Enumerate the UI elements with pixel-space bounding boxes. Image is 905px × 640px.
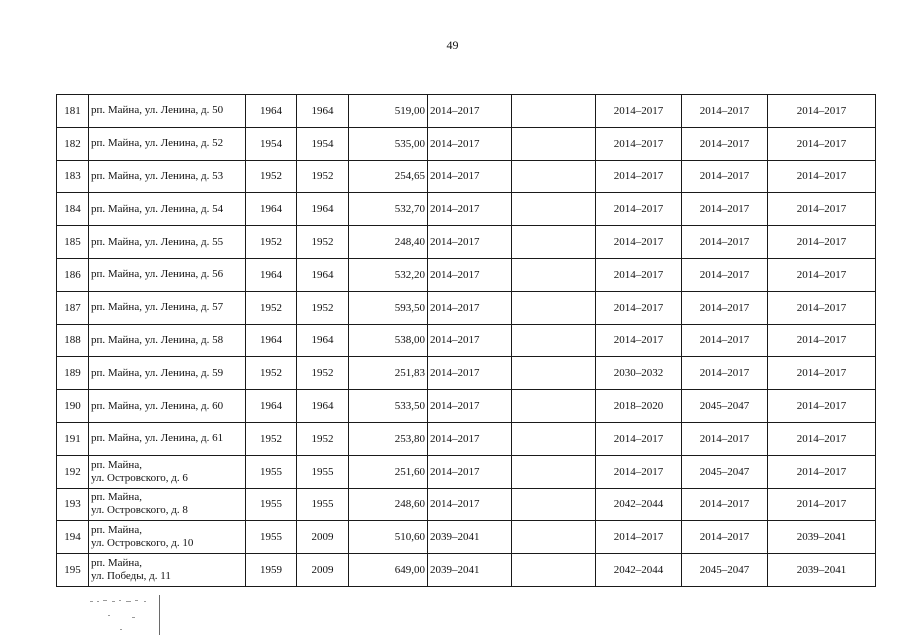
address-cell (89, 226, 246, 259)
period-cell: 2014–2017 (682, 258, 768, 291)
year-cell: 1952 (297, 226, 349, 259)
address-line: рп. Майна, ул. Ленина, д. 57 (91, 301, 224, 314)
period-cell: 2014–2017 (682, 488, 768, 521)
period-cell: 2014–2017 (428, 390, 512, 423)
period-cell: 2014–2017 (768, 193, 876, 226)
year-cell: 1964 (297, 324, 349, 357)
year-cell: 1952 (297, 160, 349, 193)
period-cell: 2014–2017 (428, 291, 512, 324)
period-cell: 2014–2017 (596, 291, 682, 324)
page-number: 49 (446, 38, 459, 52)
period-cell: 2014–2017 (428, 488, 512, 521)
period-cell: 2014–2017 (682, 160, 768, 193)
year-cell: 1955 (297, 455, 349, 488)
period-cell: 2014–2017 (768, 291, 876, 324)
table-row (57, 160, 876, 193)
period-cell: 2045–2047 (682, 554, 768, 587)
period-cell: 2014–2017 (682, 422, 768, 455)
area-cell: 532,20 (349, 258, 428, 291)
scan-artifact (88, 595, 168, 635)
row-number-cell: 187 (57, 291, 89, 324)
period-cell: 2014–2017 (768, 95, 876, 128)
year-built-cell: 1952 (246, 226, 297, 259)
empty-cell (512, 127, 596, 160)
empty-cell (512, 258, 596, 291)
period-cell: 2014–2017 (768, 127, 876, 160)
empty-cell (512, 488, 596, 521)
period-cell: 2014–2017 (596, 521, 682, 554)
area-cell: 519,00 (349, 95, 428, 128)
period-cell: 2014–2017 (682, 127, 768, 160)
address-cell (89, 95, 246, 128)
empty-cell (512, 226, 596, 259)
address-line: рп. Майна, (91, 491, 142, 504)
year-cell: 1955 (297, 488, 349, 521)
address-cell (89, 488, 246, 521)
address-cell (89, 357, 246, 390)
year-built-cell: 1964 (246, 95, 297, 128)
area-cell: 532,70 (349, 193, 428, 226)
period-cell: 2014–2017 (768, 357, 876, 390)
period-cell: 2045–2047 (682, 455, 768, 488)
period-cell: 2042–2044 (596, 554, 682, 587)
address-cell (89, 291, 246, 324)
address-cell (89, 324, 246, 357)
year-cell: 1964 (297, 95, 349, 128)
address-line: ул. Островского, д. 6 (91, 471, 188, 484)
empty-cell (512, 455, 596, 488)
area-cell: 251,83 (349, 357, 428, 390)
area-cell: 251,60 (349, 455, 428, 488)
year-built-cell: 1955 (246, 488, 297, 521)
year-built-cell: 1952 (246, 160, 297, 193)
period-cell: 2014–2017 (428, 160, 512, 193)
year-cell: 1952 (297, 357, 349, 390)
period-cell: 2014–2017 (768, 455, 876, 488)
period-cell: 2045–2047 (682, 390, 768, 423)
empty-cell (512, 291, 596, 324)
period-cell: 2014–2017 (428, 226, 512, 259)
address-cell (89, 455, 246, 488)
period-cell: 2014–2017 (768, 160, 876, 193)
period-cell: 2014–2017 (768, 488, 876, 521)
year-built-cell: 1952 (246, 357, 297, 390)
period-cell: 2014–2017 (682, 521, 768, 554)
table-row (57, 455, 876, 488)
address-cell (89, 258, 246, 291)
year-built-cell: 1955 (246, 521, 297, 554)
address-line: рп. Майна, ул. Ленина, д. 52 (91, 137, 224, 150)
empty-cell (512, 357, 596, 390)
year-cell: 1964 (297, 390, 349, 423)
row-number-cell: 181 (57, 95, 89, 128)
period-cell: 2014–2017 (428, 455, 512, 488)
period-cell: 2014–2017 (682, 95, 768, 128)
row-number-cell: 188 (57, 324, 89, 357)
year-cell: 2009 (297, 521, 349, 554)
period-cell: 2014–2017 (682, 357, 768, 390)
area-cell: 593,50 (349, 291, 428, 324)
period-cell: 2014–2017 (596, 226, 682, 259)
period-cell: 2014–2017 (428, 95, 512, 128)
period-cell: 2039–2041 (428, 521, 512, 554)
address-line: рп. Майна, ул. Ленина, д. 61 (91, 432, 224, 445)
address-line: рп. Майна, ул. Ленина, д. 54 (91, 202, 224, 215)
period-cell: 2014–2017 (768, 258, 876, 291)
row-number-cell: 189 (57, 357, 89, 390)
address-cell (89, 422, 246, 455)
address-cell (89, 521, 246, 554)
year-built-cell: 1952 (246, 291, 297, 324)
period-cell: 2014–2017 (428, 193, 512, 226)
address-line: рп. Майна, ул. Ленина, д. 55 (91, 235, 224, 248)
address-line: ул. Островского, д. 10 (91, 537, 194, 550)
address-line: рп. Майна, ул. Ленина, д. 59 (91, 366, 224, 379)
row-number-cell: 185 (57, 226, 89, 259)
year-built-cell: 1952 (246, 422, 297, 455)
area-cell: 248,60 (349, 488, 428, 521)
row-number-cell: 184 (57, 193, 89, 226)
address-line: рп. Майна, ул. Ленина, д. 50 (91, 104, 224, 117)
table-row (57, 554, 876, 587)
period-cell: 2014–2017 (428, 357, 512, 390)
year-cell: 2009 (297, 554, 349, 587)
table-body (57, 95, 876, 587)
area-cell: 535,00 (349, 127, 428, 160)
empty-cell (512, 160, 596, 193)
period-cell: 2014–2017 (596, 324, 682, 357)
table-row (57, 127, 876, 160)
period-cell: 2014–2017 (428, 127, 512, 160)
period-cell: 2014–2017 (596, 95, 682, 128)
year-cell: 1964 (297, 258, 349, 291)
period-cell: 2014–2017 (596, 160, 682, 193)
period-cell: 2014–2017 (596, 455, 682, 488)
empty-cell (512, 554, 596, 587)
empty-cell (512, 390, 596, 423)
period-cell: 2030–2032 (596, 357, 682, 390)
table-row (57, 226, 876, 259)
year-built-cell: 1964 (246, 193, 297, 226)
period-cell: 2014–2017 (596, 422, 682, 455)
row-number-cell: 191 (57, 422, 89, 455)
area-cell: 533,50 (349, 390, 428, 423)
empty-cell (512, 422, 596, 455)
period-cell: 2039–2041 (768, 554, 876, 587)
row-number-cell: 194 (57, 521, 89, 554)
row-number-cell: 183 (57, 160, 89, 193)
empty-cell (512, 324, 596, 357)
table-row (57, 258, 876, 291)
address-cell (89, 160, 246, 193)
year-built-cell: 1964 (246, 258, 297, 291)
year-built-cell: 1954 (246, 127, 297, 160)
empty-cell (512, 521, 596, 554)
year-cell: 1964 (297, 193, 349, 226)
year-built-cell: 1959 (246, 554, 297, 587)
period-cell: 2039–2041 (428, 554, 512, 587)
address-cell (89, 127, 246, 160)
row-number-cell: 192 (57, 455, 89, 488)
period-cell: 2014–2017 (596, 258, 682, 291)
period-cell: 2014–2017 (768, 422, 876, 455)
empty-cell (512, 95, 596, 128)
area-cell: 253,80 (349, 422, 428, 455)
building-registry-table (56, 94, 876, 587)
address-line: рп. Майна, (91, 557, 142, 570)
year-cell: 1954 (297, 127, 349, 160)
period-cell: 2039–2041 (768, 521, 876, 554)
table-row (57, 357, 876, 390)
period-cell: 2014–2017 (596, 127, 682, 160)
row-number-cell: 186 (57, 258, 89, 291)
area-cell: 510,60 (349, 521, 428, 554)
area-cell: 248,40 (349, 226, 428, 259)
table-row (57, 521, 876, 554)
row-number-cell: 190 (57, 390, 89, 423)
year-built-cell: 1964 (246, 390, 297, 423)
period-cell: 2014–2017 (596, 193, 682, 226)
period-cell: 2014–2017 (428, 324, 512, 357)
period-cell: 2014–2017 (682, 291, 768, 324)
address-line: рп. Майна, (91, 524, 142, 537)
row-number-cell: 182 (57, 127, 89, 160)
year-built-cell: 1964 (246, 324, 297, 357)
table-row (57, 422, 876, 455)
period-cell: 2014–2017 (682, 226, 768, 259)
period-cell: 2014–2017 (768, 226, 876, 259)
address-line: рп. Майна, ул. Ленина, д. 56 (91, 268, 224, 281)
year-built-cell: 1955 (246, 455, 297, 488)
table-row (57, 193, 876, 226)
address-line: ул. Победы, д. 11 (91, 570, 171, 583)
period-cell: 2018–2020 (596, 390, 682, 423)
table-row (57, 324, 876, 357)
area-cell: 538,00 (349, 324, 428, 357)
period-cell: 2014–2017 (768, 324, 876, 357)
empty-cell (512, 193, 596, 226)
address-line: ул. Островского, д. 8 (91, 504, 188, 517)
row-number-cell: 193 (57, 488, 89, 521)
address-cell (89, 390, 246, 423)
table-row (57, 390, 876, 423)
area-cell: 649,00 (349, 554, 428, 587)
row-number-cell: 195 (57, 554, 89, 587)
address-line: рп. Майна, ул. Ленина, д. 60 (91, 399, 224, 412)
period-cell: 2014–2017 (682, 324, 768, 357)
address-cell (89, 193, 246, 226)
table-row (57, 95, 876, 128)
period-cell: 2014–2017 (768, 390, 876, 423)
address-line: рп. Майна, ул. Ленина, д. 53 (91, 169, 224, 182)
period-cell: 2014–2017 (428, 258, 512, 291)
year-cell: 1952 (297, 422, 349, 455)
address-cell (89, 554, 246, 587)
period-cell: 2014–2017 (682, 193, 768, 226)
address-line: рп. Майна, (91, 458, 142, 471)
area-cell: 254,65 (349, 160, 428, 193)
address-line: рп. Майна, ул. Ленина, д. 58 (91, 333, 224, 346)
table-row (57, 291, 876, 324)
year-cell: 1952 (297, 291, 349, 324)
period-cell: 2042–2044 (596, 488, 682, 521)
table-row (57, 488, 876, 521)
period-cell: 2014–2017 (428, 422, 512, 455)
